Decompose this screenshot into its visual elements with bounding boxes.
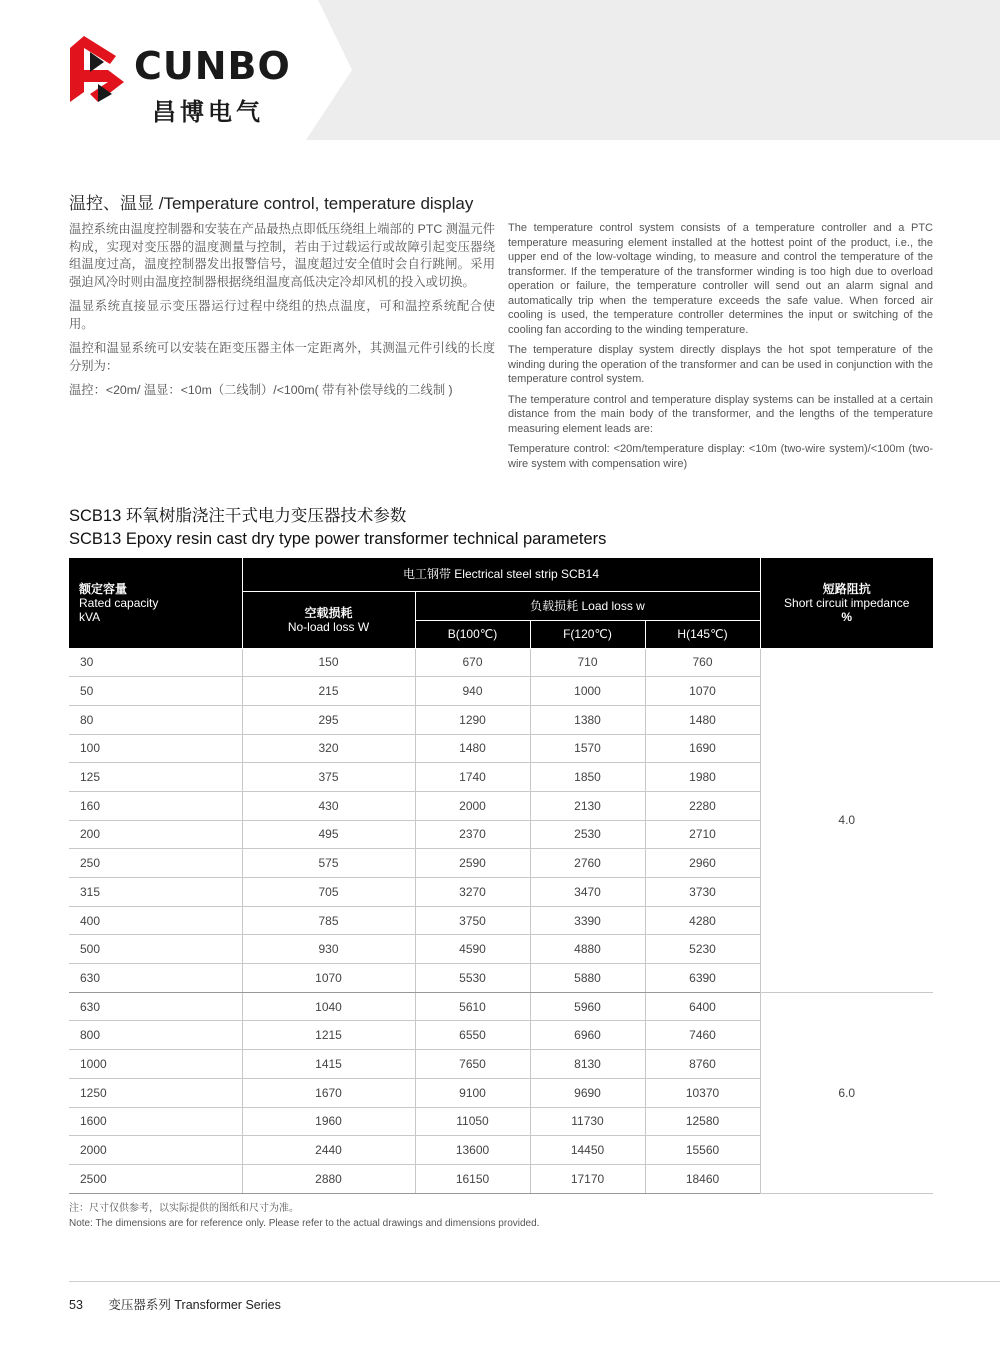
brand-logo: [68, 34, 308, 124]
cn-paragraph: 温显系统直接显示变压器运行过程中绕组的热点温度，可和温控系统配合使用。: [69, 299, 495, 331]
table-cell: 5960: [530, 992, 645, 1021]
en-paragraph: The temperature display system directly displays the hot spot temperature of the winding during the operation of the transformer and can be used in conjunction with the temperature control system.: [508, 344, 933, 385]
table-cell: 760: [645, 648, 760, 677]
table-cell: 1980: [645, 763, 760, 792]
table-cell: 16150: [415, 1164, 530, 1193]
note-cn: 注：尺寸仅供参考，以实际提供的图纸和尺寸为准。: [69, 1203, 299, 1214]
table-cell: 1215: [242, 1021, 415, 1050]
cn-paragraph: 温控：<20m/ 温显：<10m（二线制）/<100m( 带有补偿导线的二线制 ): [69, 383, 453, 397]
cunbo-logo-icon: [68, 34, 128, 104]
table-cell: 2960: [645, 849, 760, 878]
parameter-table: [69, 558, 933, 1194]
table-cell: 2760: [530, 849, 645, 878]
table-cell: 785: [242, 906, 415, 935]
table-cell: 200: [69, 820, 242, 849]
table-cell: 125: [69, 763, 242, 792]
impedance-cell: 4.0: [760, 648, 933, 992]
table-cell: 400: [69, 906, 242, 935]
table-cell: 9100: [415, 1078, 530, 1107]
impedance-cell: 6.0: [760, 992, 933, 1193]
table-cell: 5230: [645, 935, 760, 964]
table-cell: 1850: [530, 763, 645, 792]
table-cell: 1670: [242, 1078, 415, 1107]
table-cell: 1070: [645, 677, 760, 706]
table-note: [69, 1201, 539, 1231]
table-title-cn: SCB13 环氧树脂浇注干式电力变压器技术参数: [69, 507, 407, 525]
table-cell: 3470: [530, 878, 645, 907]
table-cell: 670: [415, 648, 530, 677]
table-cell: 11730: [530, 1107, 645, 1136]
table-cell: 5530: [415, 964, 530, 993]
table-cell: 495: [242, 820, 415, 849]
table-cell: 2370: [415, 820, 530, 849]
table-cell: 2000: [69, 1136, 242, 1165]
table-cell: 800: [69, 1021, 242, 1050]
table-cell: 12580: [645, 1107, 760, 1136]
table-cell: 6400: [645, 992, 760, 1021]
header-load-loss: 负载损耗 Load loss w: [415, 591, 760, 620]
table-cell: 1000: [69, 1050, 242, 1079]
table-cell: 4280: [645, 906, 760, 935]
table-cell: 215: [242, 677, 415, 706]
table-cell: 1000: [530, 677, 645, 706]
table-cell: 1070: [242, 964, 415, 993]
en-paragraph: The temperature control and temperature display systems can be installed at a certain distance from the main body of the transformer, and the lengths of the temperature measuring element leads are:: [508, 393, 933, 435]
table-cell: 3750: [415, 906, 530, 935]
table-cell: 3270: [415, 878, 530, 907]
table-cell: 3390: [530, 906, 645, 935]
table-cell: 430: [242, 791, 415, 820]
table-cell: 11050: [415, 1107, 530, 1136]
table-cell: 3730: [645, 878, 760, 907]
table-cell: 1690: [645, 734, 760, 763]
table-cell: 500: [69, 935, 242, 964]
series-label: 变压器系列 Transformer Series: [108, 1298, 281, 1312]
section-title: 温控、温显 /Temperature control, temperature display: [69, 194, 474, 213]
table-cell: 13600: [415, 1136, 530, 1165]
cn-paragraph: 温控和温显系统可以安装在距变压器主体一定距离外，其测温元件引线的长度分别为：: [69, 341, 495, 373]
header-col-f: F(120℃): [530, 620, 645, 648]
en-paragraph: Temperature control: <20m/temperature display: <10m (two-wire system)/<100m (two-wire system with compensation wire): [508, 443, 933, 470]
table-row: [69, 648, 933, 677]
table-cell: 18460: [645, 1164, 760, 1193]
table-cell: 1480: [645, 705, 760, 734]
table-title-en: SCB13 Epoxy resin cast dry type power transformer technical parameters: [69, 530, 607, 548]
section-body-en: [508, 221, 933, 477]
note-en: Note: The dimensions are for reference only. Please refer to the actual drawings and dimensions provided.: [69, 1218, 540, 1229]
table-cell: 150: [242, 648, 415, 677]
table-cell: 1380: [530, 705, 645, 734]
table-cell: 6390: [645, 964, 760, 993]
header-col-h: H(145℃): [645, 620, 760, 648]
table-cell: 1960: [242, 1107, 415, 1136]
footer-divider: [69, 1281, 1000, 1282]
table-cell: 7650: [415, 1050, 530, 1079]
table-cell: 2440: [242, 1136, 415, 1165]
en-paragraph: The temperature control system consists of a temperature controller and a PTC temperature measuring element installed at the hottest point of the product, i.e., the upper end of the low-voltage winding, to measure and control the temperature of the transformer. If the temperature of the transformer winding is too high due to overload operation or failure, the temperature controller will send out an alarm signal and automatically trip when the temperature exceeds the safe value. When forced air cooling is used, the temperature controller determines the input or switching of the cooling fan according to the winding temperature.: [508, 222, 933, 336]
table-cell: 2710: [645, 820, 760, 849]
table-cell: 2280: [645, 791, 760, 820]
table-cell: 710: [530, 648, 645, 677]
table-cell: 50: [69, 677, 242, 706]
table-cell: 320: [242, 734, 415, 763]
table-cell: 1415: [242, 1050, 415, 1079]
table-cell: 375: [242, 763, 415, 792]
header-rated-capacity: 额定容量 Rated capacity kVA: [69, 558, 242, 648]
table-cell: 2500: [69, 1164, 242, 1193]
table-cell: 6960: [530, 1021, 645, 1050]
table-cell: 2590: [415, 849, 530, 878]
brand-name-cn: 昌博电气: [152, 97, 264, 126]
header-impedance: 短路阻抗 Short circuit impedance %: [760, 558, 933, 648]
table-cell: 4880: [530, 935, 645, 964]
table-cell: 1740: [415, 763, 530, 792]
table-cell: 1600: [69, 1107, 242, 1136]
table-cell: 80: [69, 705, 242, 734]
table-cell: 30: [69, 648, 242, 677]
table-cell: 1040: [242, 992, 415, 1021]
table-cell: 5880: [530, 964, 645, 993]
table-cell: 1480: [415, 734, 530, 763]
table-cell: 15560: [645, 1136, 760, 1165]
table-cell: 940: [415, 677, 530, 706]
table-cell: 1290: [415, 705, 530, 734]
table-cell: 10370: [645, 1078, 760, 1107]
table-cell: 2130: [530, 791, 645, 820]
section-body-cn: [69, 221, 495, 407]
table-cell: 17170: [530, 1164, 645, 1193]
table-cell: 160: [69, 791, 242, 820]
cn-paragraph: 温控系统由温度控制器和安装在产品最热点即低压绕组上端部的 PTC 测温元件构成，实现对变压器的温度测量与控制，若由于过载运行或故障引起变压器绕组温度过高，温度控制器发出报警信号，温度超过安全值时会自行跳闸。采用强迫风冷时则由温度控制器根据绕组温度高低决定冷却风机的投入或切换。: [69, 222, 495, 289]
page-footer: [69, 1295, 281, 1313]
table-cell: 7460: [645, 1021, 760, 1050]
header-steel-strip: 电工钢带 Electrical steel strip SCB14: [242, 558, 760, 591]
table-cell: 2000: [415, 791, 530, 820]
table-cell: 2530: [530, 820, 645, 849]
table-cell: 4590: [415, 935, 530, 964]
table-cell: 630: [69, 992, 242, 1021]
table-cell: 8760: [645, 1050, 760, 1079]
table-cell: 1570: [530, 734, 645, 763]
table-cell: 630: [69, 964, 242, 993]
table-cell: 5610: [415, 992, 530, 1021]
header-no-load-loss: 空载损耗 No-load loss W: [242, 591, 415, 648]
table-cell: 2880: [242, 1164, 415, 1193]
table-cell: 705: [242, 878, 415, 907]
brand-name: CUNBO: [134, 44, 291, 88]
table-row: [69, 992, 933, 1021]
table-cell: 6550: [415, 1021, 530, 1050]
table-cell: 295: [242, 705, 415, 734]
header-col-b: B(100℃): [415, 620, 530, 648]
table-cell: 930: [242, 935, 415, 964]
table-cell: 9690: [530, 1078, 645, 1107]
table-cell: 575: [242, 849, 415, 878]
table-cell: 14450: [530, 1136, 645, 1165]
table-cell: 250: [69, 849, 242, 878]
table-body: [69, 648, 933, 1193]
page-number: 53: [69, 1298, 83, 1312]
table-cell: 1250: [69, 1078, 242, 1107]
table-cell: 8130: [530, 1050, 645, 1079]
table-cell: 100: [69, 734, 242, 763]
table-cell: 315: [69, 878, 242, 907]
